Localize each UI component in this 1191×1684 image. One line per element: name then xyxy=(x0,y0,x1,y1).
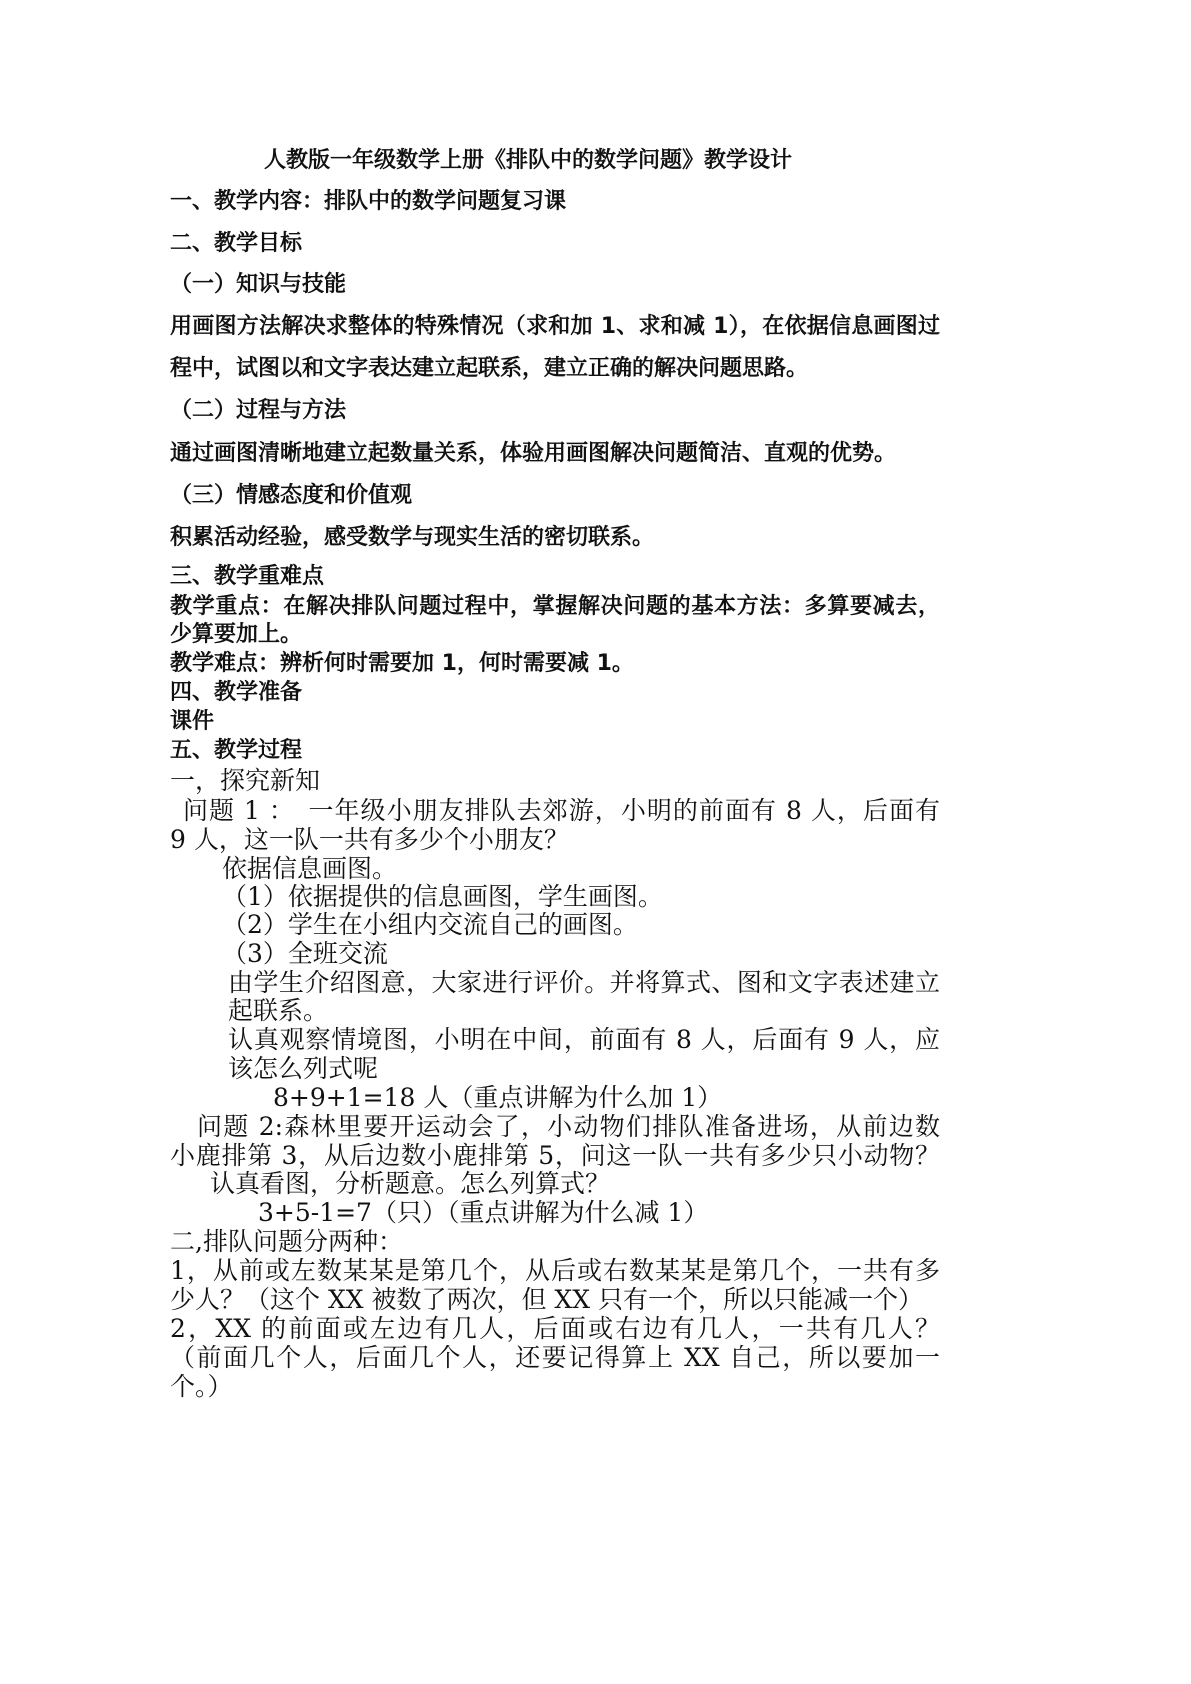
paragraph-knowledge-2: 程中，试图以和文字表达建立起联系，建立正确的解决问题思路。 xyxy=(170,356,809,381)
question-1-line-2: 9 人，这一队一共有多少个小朋友？ xyxy=(170,825,569,854)
section-key-difficulties: 三、教学重难点 xyxy=(170,564,325,589)
section-teaching-process: 五、教学过程 xyxy=(170,738,303,763)
paragraph-emotion-values: 积累活动经验，感受数学与现实生活的密切联系。 xyxy=(170,525,655,550)
question-1-step-2: （2）学生在小组内交流自己的画图。 xyxy=(222,910,638,939)
subsection-process-method: （二）过程与方法 xyxy=(170,398,347,423)
question-1-line-1: 问题 1 ： 一年级小朋友排队去郊游，小明的前面有 8 人，后面有 xyxy=(183,796,940,825)
heading-two-types: 二,排队问题分两种： xyxy=(170,1227,403,1256)
section-teaching-goals: 二、教学目标 xyxy=(170,231,303,256)
question-1-step-1: （1）依据提供的信息画图，学生画图。 xyxy=(222,882,663,911)
paragraph-preparation: 课件 xyxy=(170,709,215,734)
type-2-line-3: 个。） xyxy=(170,1372,233,1401)
subsection-emotion-values: （三）情感态度和价值观 xyxy=(170,483,413,508)
question-1-para-1b: 起联系。 xyxy=(228,996,329,1025)
paragraph-difficulty: 教学难点：辨析何时需要加 1，何时需要减 1。 xyxy=(170,651,634,676)
document-title: 人教版一年级数学上册《排队中的数学问题》教学设计 xyxy=(264,148,793,173)
paragraph-key-point-1: 教学重点：在解决排队问题过程中，掌握解决问题的基本方法：多算要减去， xyxy=(170,594,940,619)
question-2-line-1: 问题 2:森林里要开运动会了，小动物们排队准备进场，从前边数 xyxy=(197,1112,940,1141)
question-1-para-2a: 认真观察情境图，小明在中间，前面有 8 人，后面有 9 人，应 xyxy=(228,1025,940,1054)
question-2-formula: 3+5-1=7（只）（重点讲解为什么减 1） xyxy=(258,1198,709,1227)
section-teaching-content: 一、教学内容：排队中的数学问题复习课 xyxy=(170,189,567,214)
question-2-line-3: 认真看图，分析题意。怎么列算式？ xyxy=(210,1169,611,1198)
question-1-para-1a: 由学生介绍图意，大家进行评价。并将算式、图和文字表述建立 xyxy=(228,968,940,997)
question-1-step-3: （3）全班交流 xyxy=(222,939,388,968)
section-preparation: 四、教学准备 xyxy=(170,680,303,705)
question-2-line-2: 小鹿排第 3，从后边数小鹿排第 5，问这一队一共有多少只小动物？ xyxy=(170,1141,940,1170)
paragraph-process-method: 通过画图清晰地建立起数量关系，体验用画图解决问题简洁、直观的优势。 xyxy=(170,441,897,466)
paragraph-key-point-2: 少算要加上。 xyxy=(170,622,303,647)
question-1-formula: 8+9+1=18 人（重点讲解为什么加 1） xyxy=(273,1083,723,1112)
type-1-line-1: 1，从前或左数某某是第几个，从后或右数某某是第几个，一共有多 xyxy=(170,1256,940,1285)
paragraph-knowledge-1: 用画图方法解决求整体的特殊情况（求和加 1、求和减 1），在依据信息画图过 xyxy=(170,314,940,339)
question-1-step-draw: 依据信息画图。 xyxy=(222,854,398,883)
type-2-line-1: 2，XX 的前面或左边有几人，后面或右边有几人，一共有几人？ xyxy=(170,1314,940,1343)
type-2-line-2: （前面几个人，后面几个人，还要记得算上 XX 自己，所以要加一 xyxy=(170,1343,940,1372)
subsection-knowledge-skills: （一）知识与技能 xyxy=(170,272,347,297)
heading-explore-new: 一，探究新知 xyxy=(170,766,321,795)
type-1-line-2: 少人？（这个 XX 被数了两次，但 XX 只有一个，所以只能减一个） xyxy=(170,1285,923,1314)
question-1-para-2b: 该怎么列式呢 xyxy=(228,1054,379,1083)
